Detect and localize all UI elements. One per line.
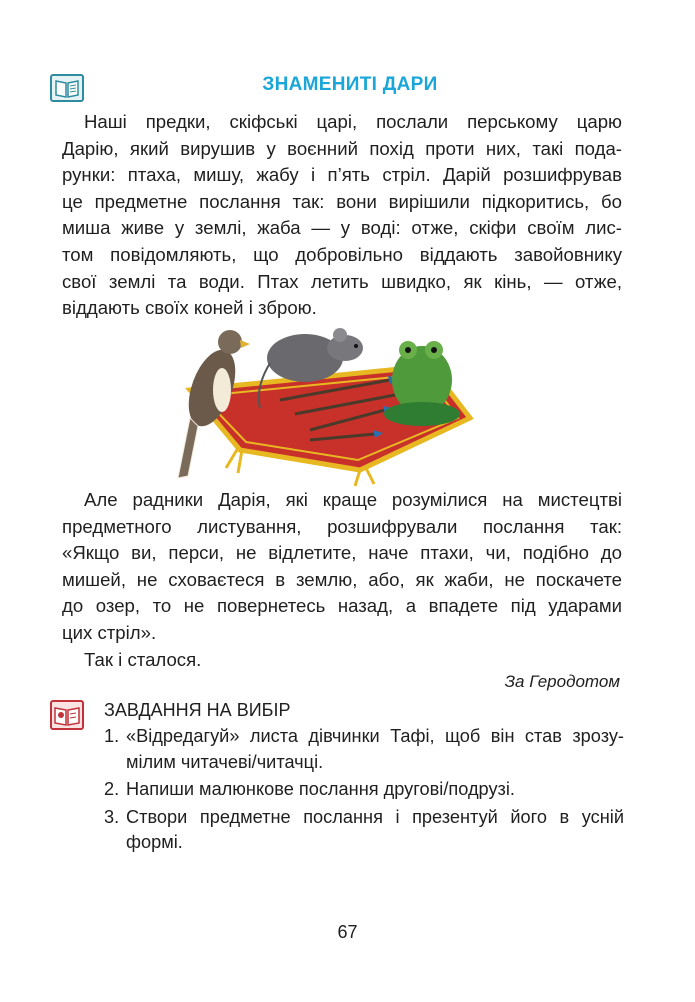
story-paragraph-2: [62, 487, 622, 647]
page-title: ЗНАМЕНИТІ ДАРИ: [262, 74, 438, 95]
task-line: мілим читачеві/читачці.: [126, 751, 324, 772]
task-line: формі.: [126, 832, 183, 853]
text-line: до озер, то не повернетесь назад, а впадете під ударами: [62, 595, 622, 617]
tasks-heading: ЗАВДАННЯ НА ВИБІР: [104, 700, 291, 720]
task-item: [104, 805, 624, 856]
task-line: Створи предметне послання і презентуй його в усній: [126, 806, 624, 827]
text-line: Дарію, який вирушив у воєнний похід проти них, такі пода-: [62, 137, 622, 159]
story-conclusion: [62, 647, 622, 674]
task-line: Напиши малюнкове послання другові/подрузі.: [126, 779, 515, 800]
frog-icon: [384, 341, 460, 426]
text-line: свої землі та води. Птах летить швидко, як кінь, — отже,: [62, 270, 622, 292]
page-number: 67: [337, 922, 358, 942]
text-line: том повідомляють, що добровільно віддають завойовнику: [62, 243, 622, 265]
task-list: [104, 724, 624, 858]
task-number: 1.: [104, 726, 120, 746]
text-line: Але радники Дарія, які краще розумілися на мистецтві: [84, 489, 622, 510]
text-line: рунки: птаха, мишу, жабу і п’ять стріл. Дарій розшифрував: [62, 164, 622, 186]
text-line: предметного листування, розшифрували послання так:: [62, 515, 622, 537]
story-paragraph-1: [62, 109, 622, 322]
source-attribution: За Геродотом: [504, 672, 620, 691]
task-number: 2.: [104, 779, 120, 800]
text-line: миша живе у землі, жаба — у воді: отже, скіфи своїм лис-: [62, 217, 622, 239]
section-header: [50, 70, 650, 106]
gifts-illustration: [160, 318, 480, 488]
text-line: Так і сталося.: [84, 649, 202, 670]
task-item: [104, 724, 624, 775]
task-item: [104, 777, 624, 803]
text-line: віддають своїх коней і зброю.: [62, 297, 317, 319]
text-line: Наші предки, скіфські царі, послали перському царю: [84, 111, 622, 132]
task-book-icon: [50, 700, 84, 730]
text-line: цих стріл».: [62, 621, 157, 643]
task-line: «Відредагуй» листа дівчинки Тафі, щоб він став зрозу-: [126, 726, 624, 746]
text-line: мишей, не сховаєтеся в землю, або, як жаби, не поскачете: [62, 568, 622, 590]
text-line: «Якщо ви, перси, не відлетите, наче птахи, чи, подібно до: [62, 542, 622, 564]
task-number: 3.: [104, 806, 120, 827]
text-line: це предметне послання так: вони вирішили підкоритись, бо: [62, 190, 622, 212]
